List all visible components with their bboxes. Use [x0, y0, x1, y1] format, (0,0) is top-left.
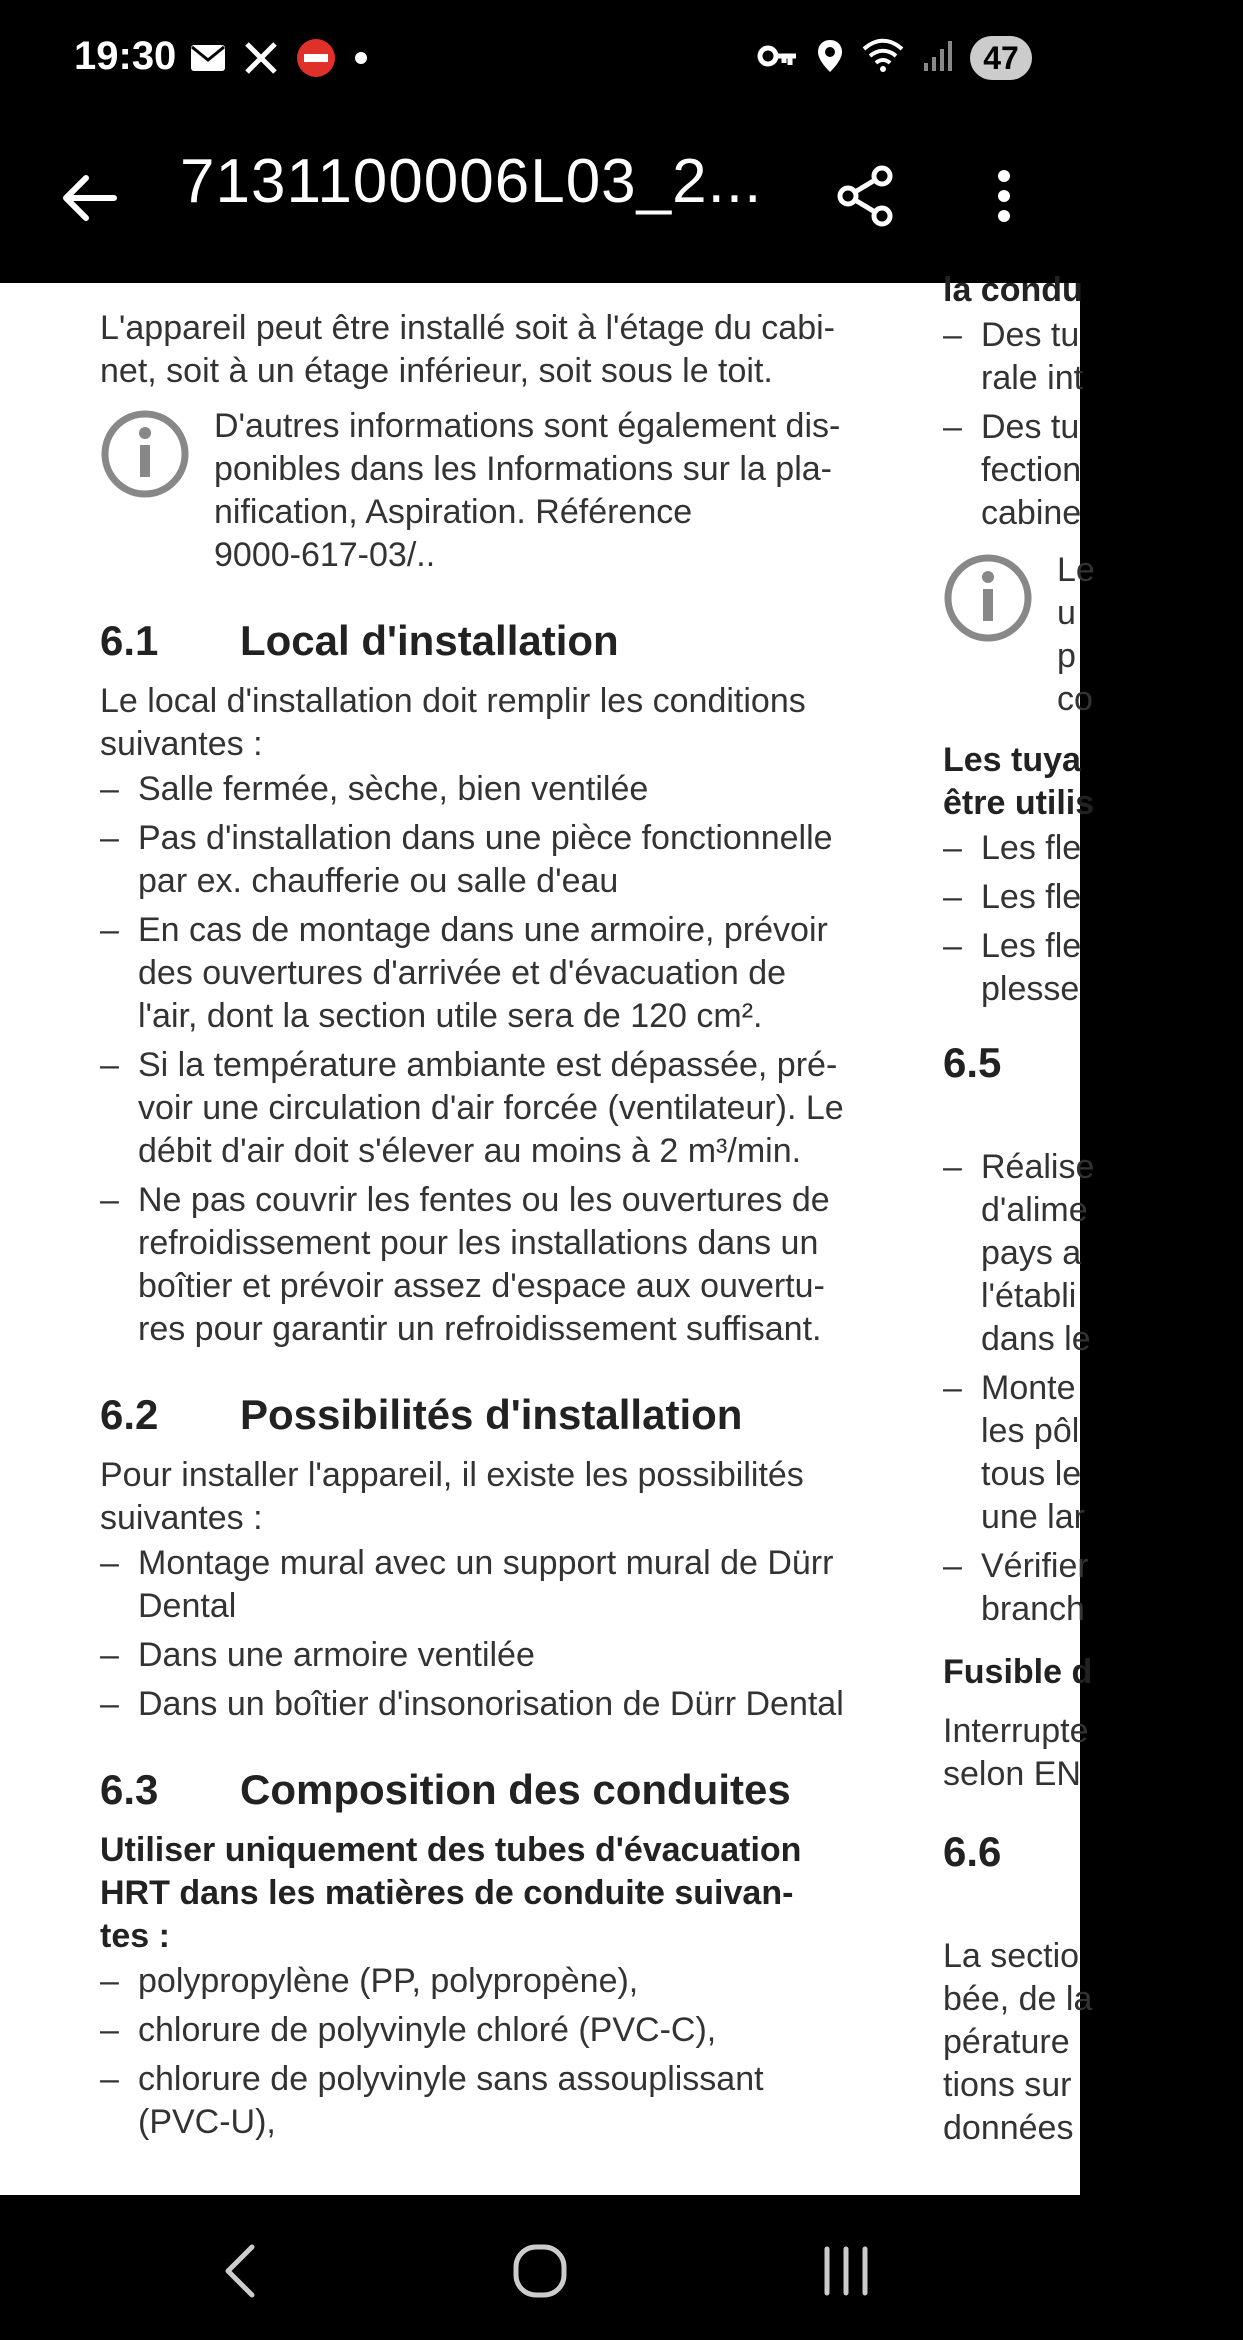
nav-recents-button[interactable]: [806, 2231, 886, 2311]
right-info-note: [943, 549, 1243, 721]
list-item: – Monte les pôl tous le une lar: [943, 1367, 1243, 1539]
info-icon: [100, 409, 190, 499]
system-icons: [758, 36, 1032, 80]
navigation-bar: [0, 2195, 1080, 2340]
right-section-6-6-heading: 6.6: [943, 1828, 1002, 1875]
right-section-6-5-heading: 6.5: [943, 1039, 1002, 1086]
section-6-1-heading: 6.1 Local d'installation: [100, 617, 619, 664]
list-item: – chlorure de polyvinyle sans assouplissant (PVC-U),: [100, 2058, 870, 2144]
wifi-icon: [862, 39, 904, 78]
more-options-button[interactable]: [964, 156, 1044, 236]
list-item: – Salle fermée, sèche, bien ventilée: [100, 768, 870, 811]
cnews-icon: [296, 38, 336, 83]
info-icon: [943, 553, 1033, 643]
list-item: – Les fle plesse: [943, 925, 1243, 1011]
signal-icon: [922, 39, 952, 78]
dot-icon: [354, 51, 368, 70]
section-6-1-lead: Le local d'installation doit remplir les conditions suivantes :: [100, 682, 806, 763]
right-paragraph-4: La sectio bée, de la pérature tions sur données: [943, 1937, 1093, 2147]
list-item: – Des tu rale int: [943, 314, 1243, 400]
status-time: 19:30: [74, 34, 177, 78]
section-6-1-list: [100, 768, 870, 1351]
list-item: – Dans un boîtier d'insonorisation de Dürr Dental: [100, 1683, 870, 1726]
arrow-left-icon: [60, 174, 116, 222]
right-bold-1: la condu: [943, 271, 1083, 309]
intro-paragraph: L'appareil peut être installé soit à l'étage du cabi- net, soit à un étage inférieur, soit sous le toit.: [100, 309, 836, 390]
info-note: [100, 405, 870, 577]
section-6-2-heading: 6.2 Possibilités d'installation: [100, 1391, 743, 1438]
list-item: – Ne pas couvrir les fentes ou les ouvertures de refroidissement pour les installations dans un boîtier et prévoir assez d'espace aux ouvertu- res pour garantir un refroidissement suffisant.: [100, 1179, 870, 1351]
pdf-viewer[interactable]: [0, 271, 1095, 2195]
list-item: – Si la température ambiante est dépassée, pré- voir une circulation d'air forcée (ventilateur). Le débit d'air doit s'élever au moins à 2 m³/min.: [100, 1044, 870, 1173]
right-list-b: [943, 827, 1243, 1011]
location-icon: [816, 38, 844, 79]
list-item: – chlorure de polyvinyle chloré (PVC-C),: [100, 2009, 870, 2052]
nav-home-button[interactable]: [500, 2231, 580, 2311]
list-item: – Montage mural avec un support mural de Dürr Dental: [100, 1542, 870, 1628]
right-paragraph-3: Interrupte selon EN: [943, 1712, 1089, 1793]
battery-indicator: 47: [970, 36, 1032, 80]
recents-nav-icon: [821, 2245, 871, 2297]
list-item: – Les fle: [943, 827, 1243, 870]
list-item: – Dans une armoire ventilée: [100, 1634, 870, 1677]
right-bold-2: Les tuya être utilis: [943, 741, 1095, 822]
notification-icons: [190, 38, 368, 83]
list-item: – Réalise d'alime pays a l'établi dans le: [943, 1146, 1243, 1361]
list-item: – Vérifier branch: [943, 1545, 1243, 1631]
app-bar: [0, 118, 1080, 283]
x-icon: [244, 41, 278, 80]
back-nav-icon: [220, 2243, 260, 2299]
share-button[interactable]: [826, 156, 906, 236]
right-list-c: [943, 1146, 1243, 1631]
list-item: – Pas d'installation dans une pièce fonctionnelle par ex. chaufferie ou salle d'eau: [100, 817, 870, 903]
key-icon: [758, 43, 798, 74]
page-column-right: [943, 269, 1243, 2152]
section-6-3-heading: 6.3 Composition des conduites: [100, 1766, 791, 1813]
list-item: – En cas de montage dans une armoire, prévoir des ouvertures d'arrivée et d'évacuation de l'air, dont la section utile sera de 120 cm².: [100, 909, 870, 1038]
list-item: – Des tu fection cabine: [943, 406, 1243, 535]
nav-back-button[interactable]: [200, 2231, 280, 2311]
right-info-note-text: Le u p co: [1057, 551, 1095, 718]
right-list-a: [943, 314, 1243, 535]
section-6-2-list: [100, 1542, 870, 1726]
section-6-3-lead: Utiliser uniquement des tubes d'évacuation HRT dans les matières de conduite suivan- tes :: [100, 1831, 802, 1955]
list-item: – Les fle: [943, 876, 1243, 919]
status-bar: [0, 0, 1080, 118]
document-title: 7131100006L03_2...: [180, 147, 763, 216]
right-bold-3: Fusible d: [943, 1653, 1093, 1691]
section-6-3-list: [100, 1960, 870, 2144]
section-6-2-lead: Pour installer l'appareil, il existe les possibilités suivantes :: [100, 1456, 804, 1537]
info-note-text: D'autres informations sont également dis- ponibles dans les Informations sur la pla- nification, Aspiration. Référence 9000-617-03/..: [214, 407, 841, 574]
back-button[interactable]: [48, 158, 128, 238]
page-column-left: [100, 307, 870, 2150]
more-vert-icon: [996, 168, 1012, 224]
list-item: – polypropylène (PP, polypropène),: [100, 1960, 870, 2003]
gmail-icon: [190, 44, 226, 77]
share-icon: [836, 164, 896, 228]
home-nav-icon: [512, 2243, 568, 2299]
